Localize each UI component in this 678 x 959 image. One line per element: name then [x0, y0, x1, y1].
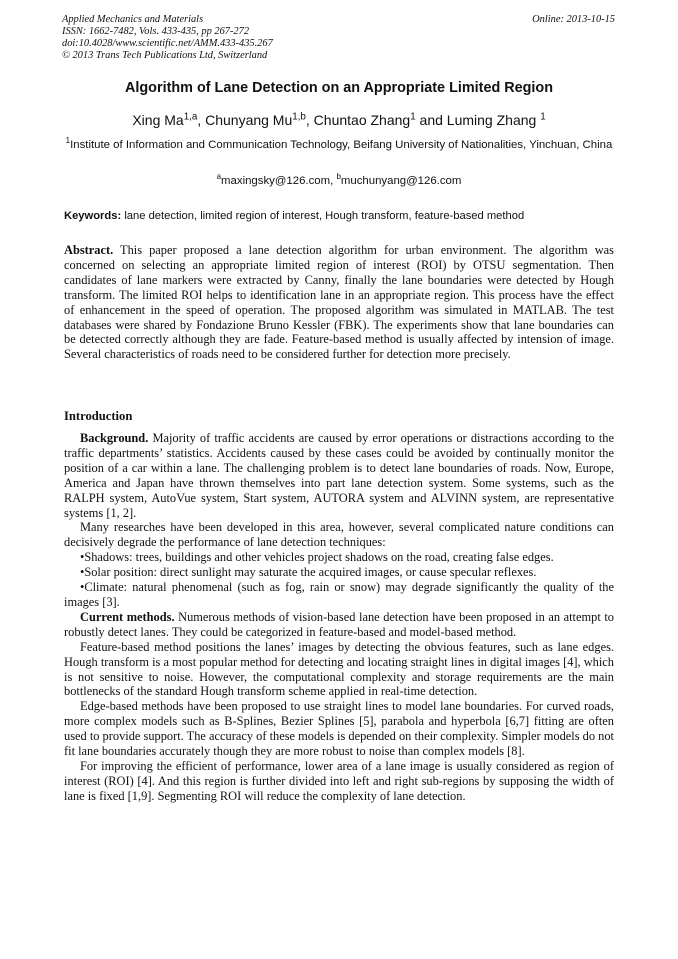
author-name: Chunyang Mu — [205, 112, 293, 128]
paragraph — [64, 610, 614, 640]
paragraph-text: Numerous methods of vision-based lane detection have been proposed in an attempt to robustly detect lanes. They could be categorized in feature-based and model-based method. — [64, 609, 614, 639]
doi-line: doi:10.4028/www.scientific.net/AMM.433-435.267 — [62, 38, 273, 49]
bullet-item: •Shadows: trees, buildings and other vehicles project shadows on the road, creating false edges. — [80, 550, 554, 565]
author-sup: 1,a — [183, 111, 198, 123]
paragraph: Many researches have been developed in this area, however, several complicated nature conditions can decisively degrade the performance of lane detection techniques: — [64, 520, 614, 550]
abstract-text: This paper proposed a lane detection algorithm for urban environment. The algorithm was concerned on selecting an appropriate limited region of interest (ROI) by OTSU segmentation. Then candidates of lane markers were extracted by Canny, finally the lane boundaries were detected by Hough transform. The limited ROI helps to identification lane in an appropriate region. This process have the effect of enhancement in the speed of operation. The proposed algorithm was simulated in MATLAB. The test databases were shared by Fondazione Bruno Kessler (FBK). The experiments show that lane boundaries can be detected correctly although they are fade. Feature-based method is usually affected by intension of image. Several characteristics of roads need to be considered further for detection more precisely. — [64, 243, 615, 362]
running-header — [62, 14, 615, 62]
author-sup: 1 — [410, 111, 416, 123]
author-list: Xing Ma$^{1,a}$, Chunyang Mu$^{1,b}$, Chuntao Zhang$^1$ and Luming Zhang $^1$ — [132, 111, 546, 128]
paragraph: For improving the efficient of performance, lower area of a lane image is usually considered as region of interest (ROI) [4]. And this region is further divided into left and right sub-regions by supposing the width of lane is fixed [1,9]. Segmenting ROI will reduce the complexity of lane detection. — [64, 758, 614, 803]
affiliation — [64, 138, 614, 153]
introduction-body — [64, 431, 614, 804]
author-sup: 1,b — [292, 111, 306, 123]
paragraph-label: Background. — [80, 431, 149, 445]
keywords-text: lane detection, limited region of interest, Hough transform, feature-based method — [124, 210, 525, 222]
journal-name: Applied Mechanics and Materials — [62, 14, 204, 25]
abstract-label: Abstract. — [64, 243, 114, 257]
bullet-item: •Solar position: direct sunlight may saturate the acquired images, or cause specular reflexes. — [80, 565, 537, 580]
affiliation-sup: 1 — [65, 136, 71, 146]
online-date: Online: 2013-10-15 — [532, 14, 615, 25]
paragraph-label: Current methods. — [80, 609, 175, 624]
paper-title: Algorithm of Lane Detection on an Appropriate Limited Region — [125, 80, 553, 96]
author-and: and — [419, 112, 443, 128]
author-sup: 1 — [540, 111, 546, 123]
bullet-item: •Climate: natural phenomenal (such as fog, rain or snow) may degrade significantly the quality of the images [3]. — [64, 580, 614, 609]
email-link-b[interactable]: muchunyang@126.com — [340, 175, 462, 187]
issn-line: ISSN: 1662-7482, Vols. 433-435, pp 267-272 — [62, 26, 250, 37]
author-name: Chuntao Zhang — [313, 112, 411, 128]
paragraph-text: Majority of traffic accidents are caused by error operations or distractions according to the traffic departments’ statistics. Accidents caused by these cases could be avoided by continually monitor the position of a car within a lane. The challenging problem is to detect lane boundaries of roads. Now, Europe, America and Japan have thrown themselves into part lane detection system. Some systems, such as the RALPH system, AutoVue system, Start system, AUTORA system and ALVINN system, are representative systems [1, 2]. — [64, 431, 614, 520]
paragraph — [64, 431, 614, 520]
paragraph: Feature-based method positions the lanes’ images by detecting the obvious features, such as lane edges. Hough transform is a most popular method for detecting and locating straight lines in digital images [4], which is not sensitive to noise. However, the computational complexity and storage requirements are the main bottlenecks of the standard Hough transform scheme applied in real-time detection. — [64, 639, 614, 699]
section-heading-introduction: Introduction — [64, 409, 133, 423]
affiliation-text: Institute of Information and Communication Technology, Beifang University of Nationalities, Yinchuan, China — [70, 139, 613, 151]
email-line — [0, 172, 678, 187]
abstract — [64, 243, 614, 362]
email-link-a[interactable]: maxingsky@126.com, — [221, 175, 334, 187]
keywords — [64, 210, 614, 222]
author-name: Xing Ma — [132, 112, 184, 128]
keywords-label: Keywords: — [64, 210, 122, 222]
email-sup: b — [336, 172, 341, 182]
copyright-line: © 2013 Trans Tech Publications Ltd, Switzerland — [62, 50, 268, 61]
paragraph: Edge-based methods have been proposed to use straight lines to model lane boundaries. For curved roads, more complex models such as B-Splines, Bezier Splines [5], parabola and hyperbola [6,7] fitting are often used to provide support. The accuracy of these models is depended on their complexity. Simpler models do not fit lane boundaries accurately though they are more robust to noise than complex models [8]. — [64, 699, 614, 759]
email-sup: a — [216, 172, 222, 182]
author-name: Luming Zhang — [446, 112, 537, 128]
